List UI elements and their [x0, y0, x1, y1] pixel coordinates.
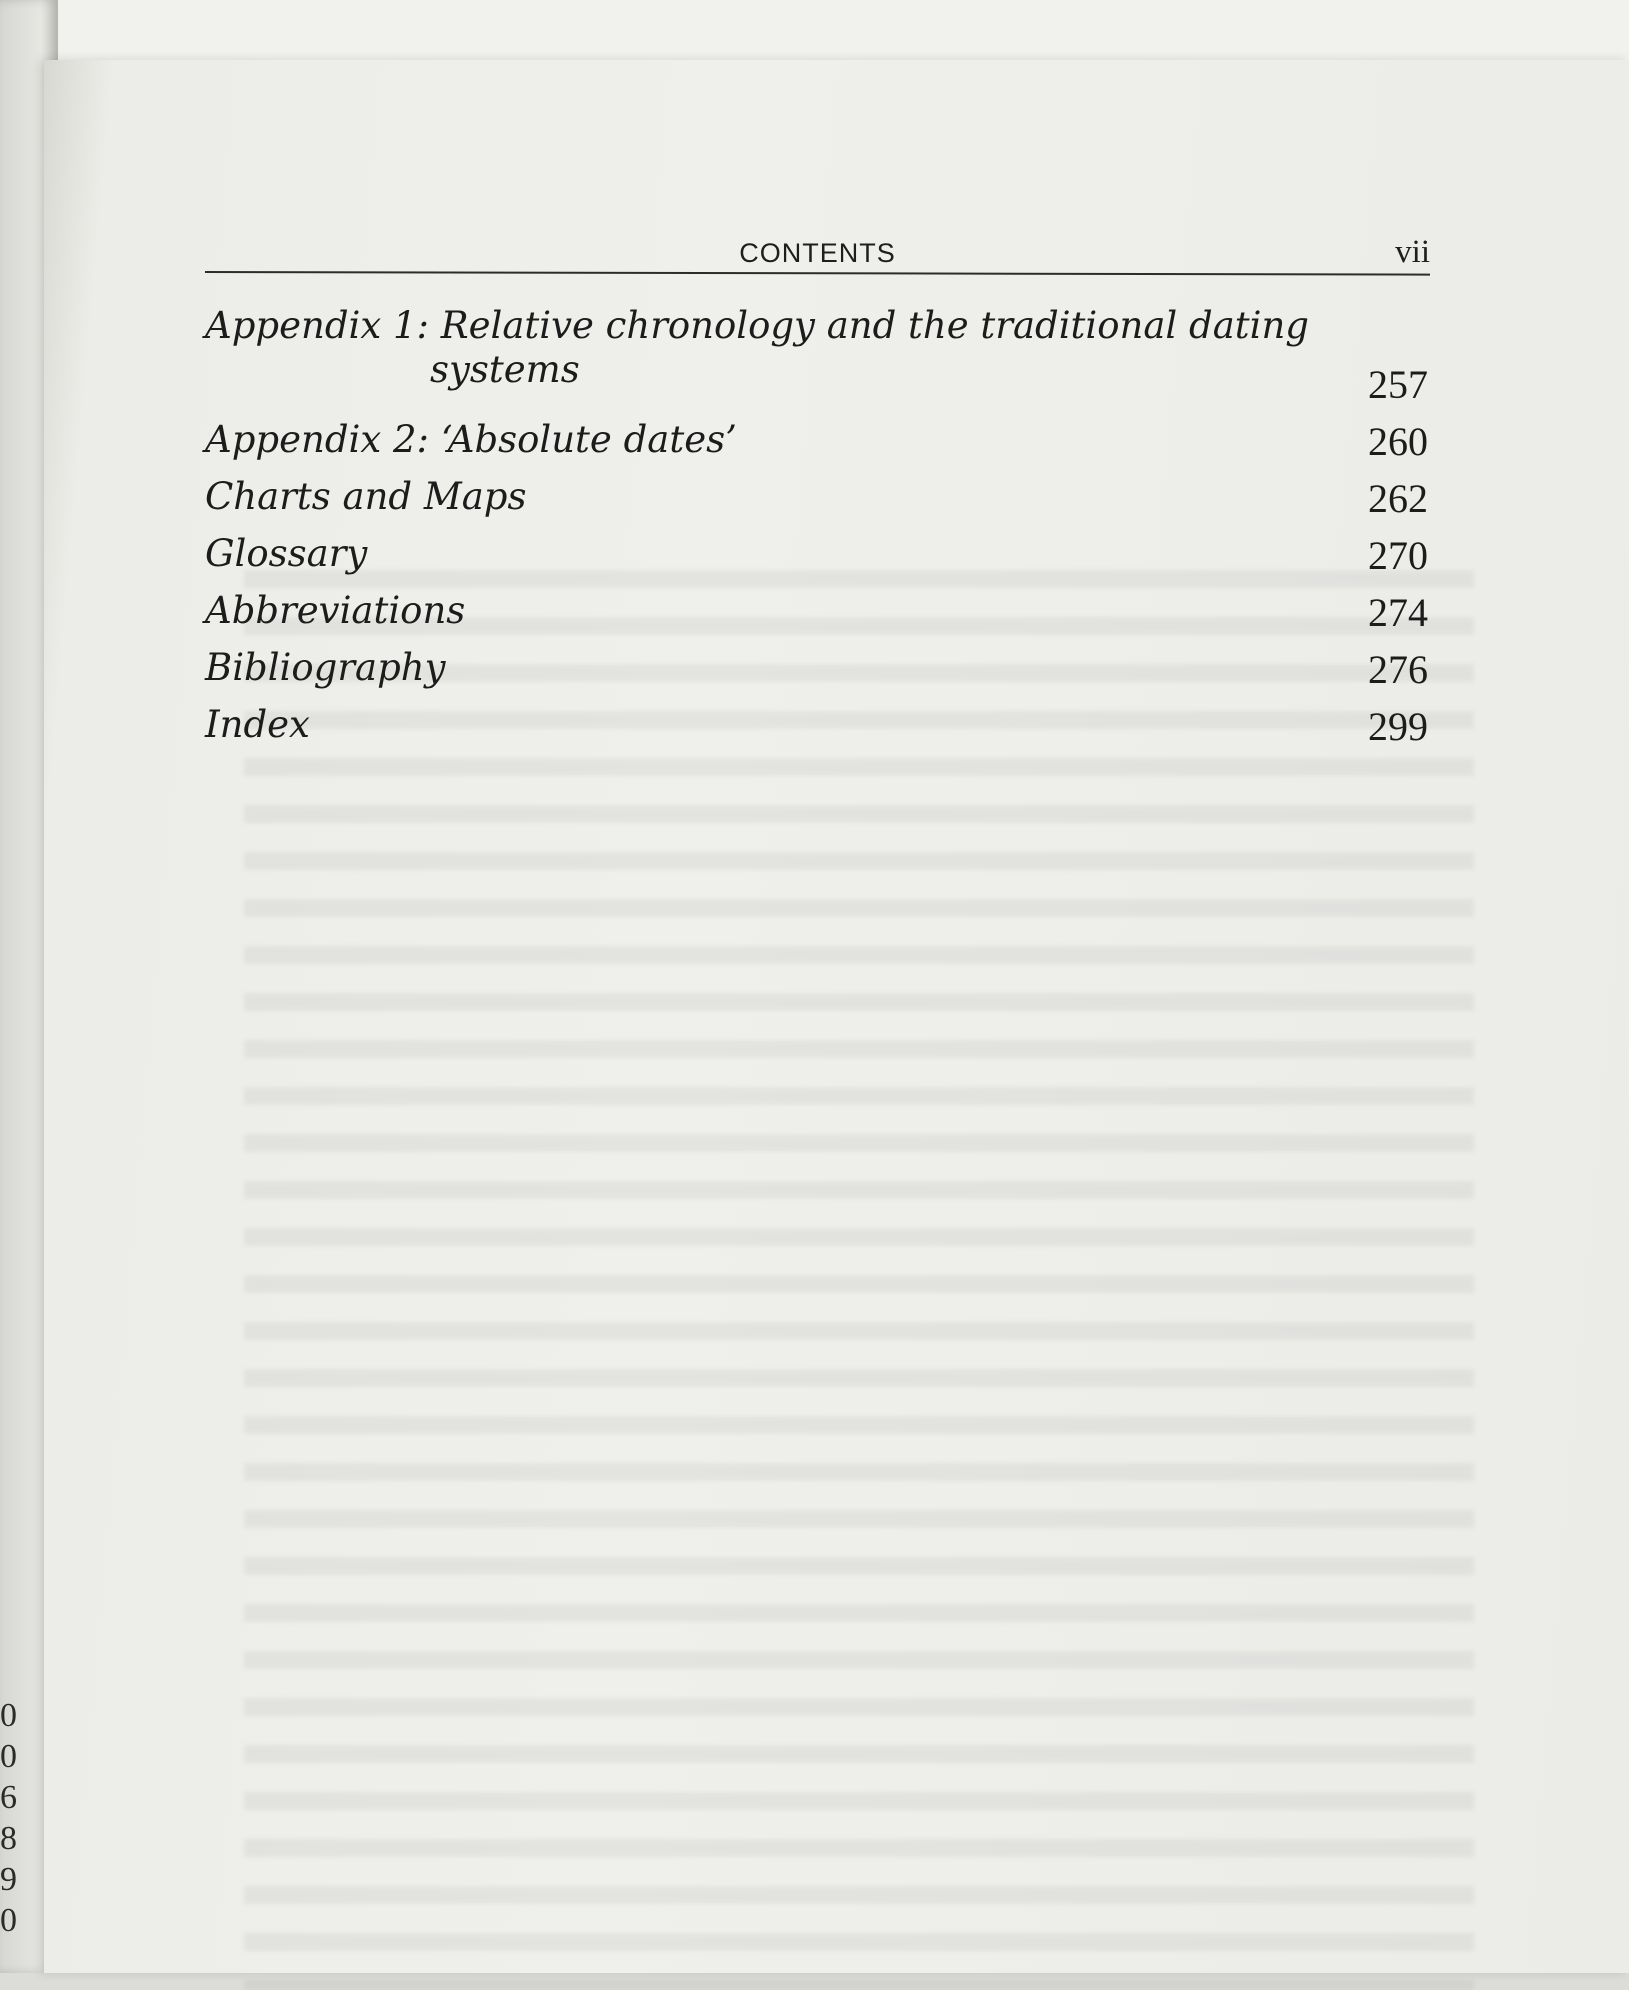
- toc-entry-bibliography: [205, 642, 1428, 699]
- table-of-contents: [205, 300, 1428, 756]
- toc-entry-page: 270: [1368, 533, 1428, 578]
- facing-digit: 0: [0, 1738, 17, 1775]
- toc-entry-page: 276: [1368, 647, 1428, 692]
- toc-entry-glossary: [205, 528, 1428, 585]
- toc-entry-index: [205, 699, 1428, 756]
- toc-entry-appendix-1: [205, 300, 1428, 414]
- show-through-text: [244, 570, 1474, 1990]
- toc-entry-title: Appendix 1: Relative chronology and the traditional dating: [205, 304, 1309, 347]
- page-number: vii: [1395, 234, 1430, 270]
- toc-entry-appendix-2: [205, 414, 1428, 471]
- facing-digit: 0: [0, 1902, 17, 1939]
- toc-entry-page: 260: [1368, 419, 1428, 464]
- toc-entry-title: Glossary: [205, 532, 368, 575]
- toc-entry-abbreviations: [205, 585, 1428, 642]
- facing-digit: 8: [0, 1820, 17, 1857]
- toc-entry-title: Index: [205, 703, 310, 746]
- toc-entry-title: Charts and Maps: [205, 475, 527, 518]
- facing-page-digits: [0, 1695, 20, 1941]
- facing-digit: 9: [0, 1861, 17, 1898]
- toc-entry-page: 257: [1368, 362, 1428, 407]
- toc-entry-title: Appendix 2: ‘Absolute dates’: [205, 418, 737, 461]
- running-head-title: CONTENTS: [739, 238, 896, 268]
- facing-digit: 6: [0, 1779, 17, 1816]
- toc-entry-page: 299: [1368, 704, 1428, 749]
- toc-entry-charts-and-maps: [205, 471, 1428, 528]
- toc-entry-title: Bibliography: [205, 646, 446, 689]
- toc-entry-title: Abbreviations: [205, 589, 466, 632]
- facing-digit: 0: [0, 1697, 17, 1734]
- toc-entry-title-continuation: systems: [430, 348, 580, 391]
- toc-entry-page: 274: [1368, 590, 1428, 635]
- toc-entry-page: 262: [1368, 476, 1428, 521]
